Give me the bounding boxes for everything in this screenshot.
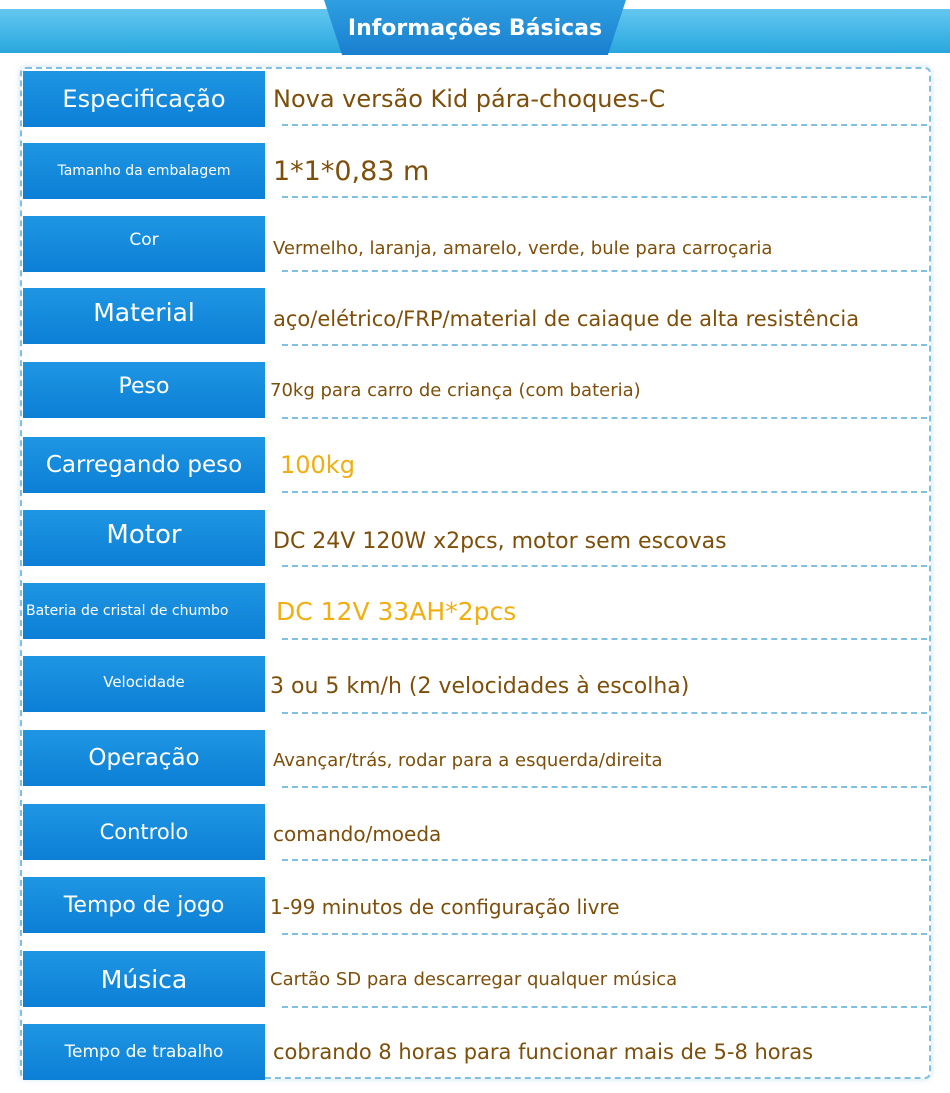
spec-label: Material bbox=[23, 288, 265, 344]
spec-row-operacao bbox=[20, 730, 931, 786]
spec-value: Vermelho, laranja, amarelo, verde, bule para carroçaria bbox=[273, 237, 773, 259]
spec-value: cobrando 8 horas para funcionar mais de 5-8 horas bbox=[273, 1040, 814, 1064]
page-title: Informações Básicas bbox=[347, 16, 603, 41]
spec-value: DC 12V 33AH*2pcs bbox=[276, 596, 517, 626]
spec-row-musica bbox=[20, 951, 931, 1007]
spec-value: 100kg bbox=[280, 451, 355, 479]
spec-label: Tempo de jogo bbox=[23, 877, 265, 933]
spec-value: comando/moeda bbox=[273, 822, 442, 846]
spec-label: Carregando peso bbox=[23, 437, 265, 493]
spec-row-material bbox=[20, 288, 931, 344]
spec-value: Avançar/trás, rodar para a esquerda/direita bbox=[273, 749, 663, 771]
spec-row-bateria bbox=[20, 583, 931, 639]
spec-value: 1*1*0,83 m bbox=[273, 155, 430, 187]
spec-label: Tempo de trabalho bbox=[23, 1024, 265, 1080]
spec-row-motor bbox=[20, 510, 931, 566]
spec-label: Peso bbox=[23, 362, 265, 418]
spec-value: 3 ou 5 km/h (2 velocidades à escolha) bbox=[270, 673, 690, 699]
spec-label: Cor bbox=[23, 216, 265, 272]
spec-label: Música bbox=[23, 951, 265, 1007]
row-divider bbox=[282, 786, 927, 788]
spec-label: Especificação bbox=[23, 71, 265, 127]
spec-row-tamanho bbox=[20, 143, 931, 199]
spec-row-especificacao bbox=[20, 71, 931, 127]
spec-value: 70kg para carro de criança (com bateria) bbox=[270, 379, 641, 401]
spec-value: aço/elétrico/FRP/material de caiaque de alta resistência bbox=[273, 307, 860, 331]
spec-row-controlo bbox=[20, 804, 931, 860]
spec-row-tempo-de-jogo bbox=[20, 877, 931, 933]
spec-value: 1-99 minutos de configuração livre bbox=[270, 895, 620, 919]
spec-row-velocidade bbox=[20, 656, 931, 712]
spec-value: Cartão SD para descarregar qualquer música bbox=[270, 968, 678, 990]
row-divider bbox=[282, 344, 927, 346]
spec-label: Controlo bbox=[23, 804, 265, 860]
spec-row-cor bbox=[20, 216, 931, 272]
spec-value: Nova versão Kid pára-choques-C bbox=[273, 85, 666, 113]
spec-label: Velocidade bbox=[23, 656, 265, 712]
row-divider bbox=[282, 712, 927, 714]
spec-label: Operação bbox=[23, 730, 265, 786]
spec-row-peso bbox=[20, 362, 931, 418]
row-divider bbox=[282, 933, 927, 935]
spec-label: Motor bbox=[23, 510, 265, 566]
spec-value: DC 24V 120W x2pcs, motor sem escovas bbox=[273, 528, 727, 554]
spec-row-tempo-de-trabalho bbox=[20, 1024, 931, 1080]
spec-label: Bateria de cristal de chumbo bbox=[23, 583, 265, 639]
spec-label: Tamanho da embalagem bbox=[23, 143, 265, 199]
spec-row-carregando-peso bbox=[20, 437, 931, 493]
